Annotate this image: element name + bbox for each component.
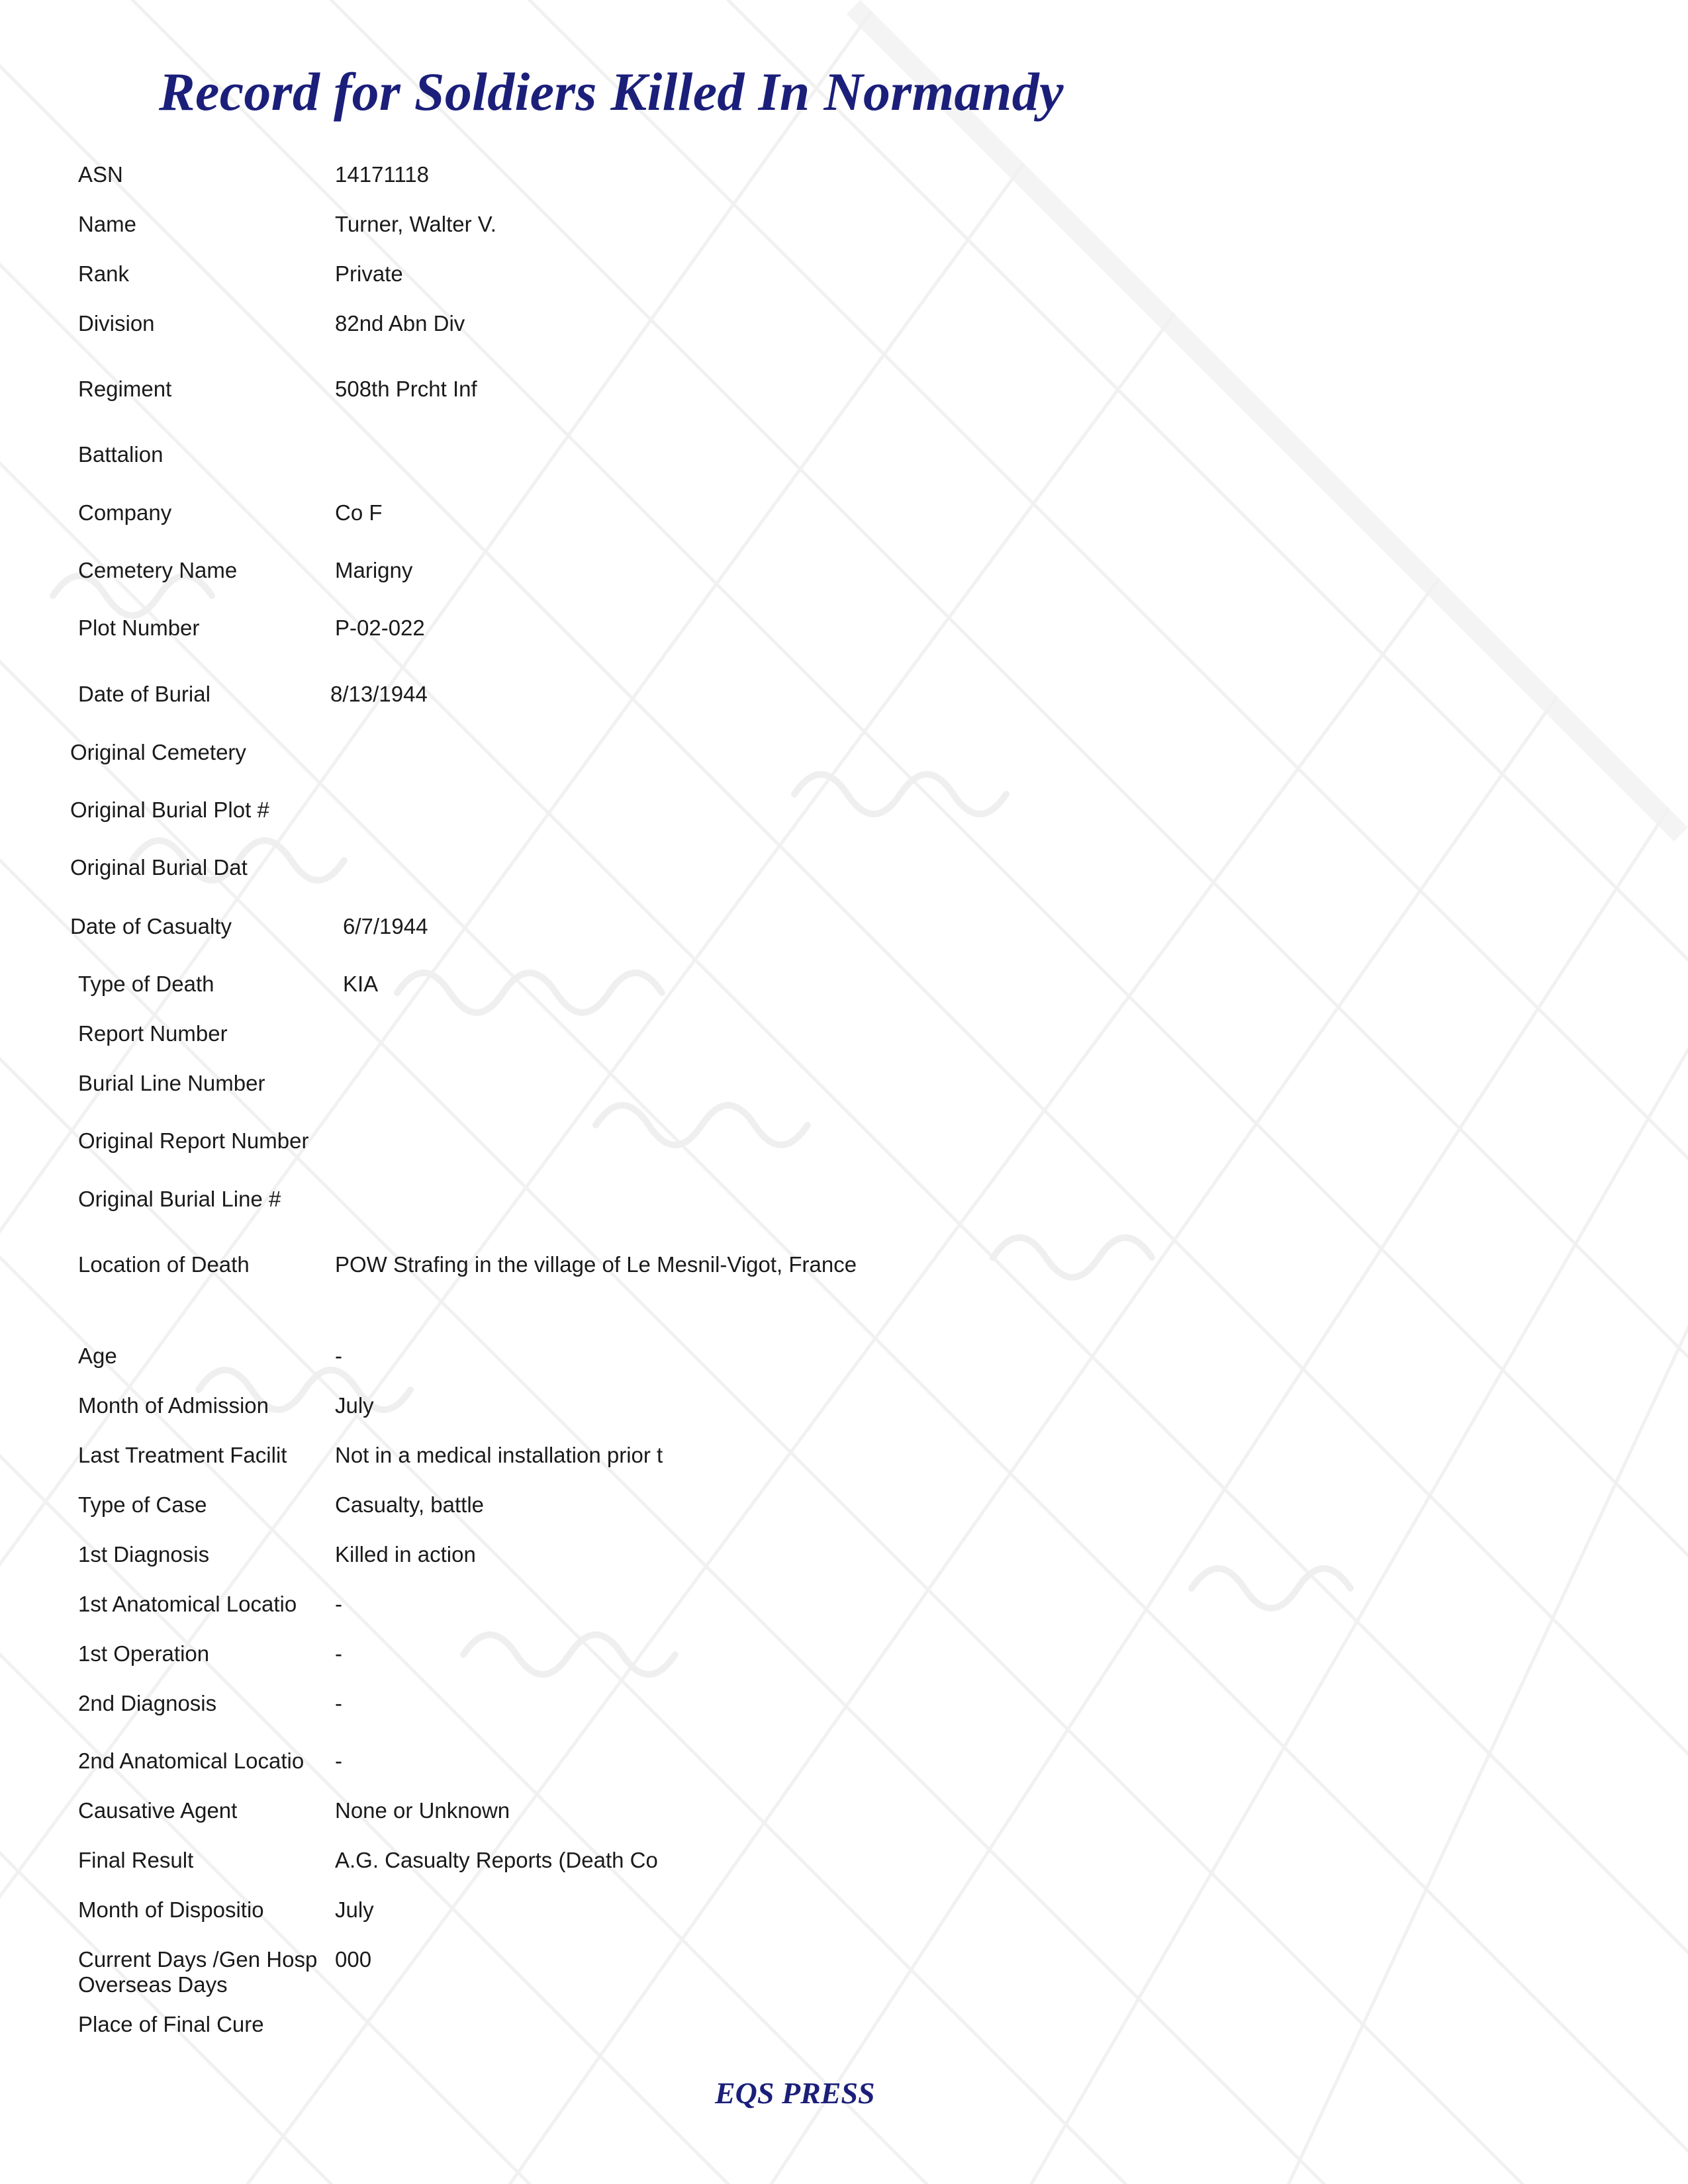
field-label-burial-line-number: Burial Line Number — [78, 1071, 265, 1095]
field-label-2nd-diagnosis: 2nd Diagnosis — [78, 1691, 217, 1715]
field-value-company: Co F — [335, 500, 383, 525]
field-label-battalion: Battalion — [78, 442, 164, 467]
field-label-cemetery-name: Cemetery Name — [78, 558, 238, 582]
field-value-date-of-casualty: 6/7/1944 — [343, 914, 428, 938]
field-value-last-treatment-facility: Not in a medical installation prior t — [335, 1443, 663, 1467]
field-value-rank: Private — [335, 261, 403, 286]
field-label-final-result: Final Result — [78, 1848, 194, 1872]
field-label-rank: Rank — [78, 261, 130, 286]
field-value-name: Turner, Walter V. — [335, 212, 496, 236]
field-label-original-burial-date: Original Burial Dat — [70, 855, 248, 880]
field-label-name: Name — [78, 212, 137, 236]
field-label-1st-diagnosis: 1st Diagnosis — [78, 1542, 210, 1567]
field-label-original-report-number: Original Report Number — [78, 1128, 309, 1153]
field-label-date-of-burial: Date of Burial — [78, 682, 211, 706]
field-value-month-of-admission: July — [335, 1393, 374, 1418]
field-value-final-result: A.G. Casualty Reports (Death Co — [335, 1848, 658, 1872]
field-value-month-of-disposition: July — [335, 1897, 374, 1922]
field-value-type-of-death: KIA — [343, 972, 379, 996]
field-label-original-burial-plot: Original Burial Plot # — [70, 797, 269, 822]
field-label-original-burial-line: Original Burial Line # — [78, 1187, 281, 1211]
field-value-regiment: 508th Prcht Inf — [335, 377, 477, 401]
field-value-asn: 14171118 — [335, 162, 429, 187]
field-value-2nd-anatomical-location: - — [335, 1749, 342, 1773]
field-label-regiment: Regiment — [78, 377, 172, 401]
field-value-division: 82nd Abn Div — [335, 311, 465, 336]
field-label-company: Company — [78, 500, 172, 525]
field-value-1st-operation: - — [335, 1641, 342, 1666]
field-label-plot-number: Plot Number — [78, 615, 200, 640]
field-label-1st-anatomical-location: 1st Anatomical Locatio — [78, 1592, 297, 1616]
field-label-current-days-gen-hosp: Current Days /Gen Hosp — [78, 1947, 318, 1972]
field-value-2nd-diagnosis: - — [335, 1691, 342, 1715]
field-label-asn: ASN — [78, 162, 123, 187]
field-label-place-of-final-cure: Place of Final Cure — [78, 2012, 264, 2036]
field-value-plot-number: P-02-022 — [335, 615, 425, 640]
field-label-division: Division — [78, 311, 155, 336]
field-label-overseas-days: Overseas Days — [78, 1972, 228, 1997]
field-label-original-cemetery: Original Cemetery — [70, 740, 246, 764]
field-label-report-number: Report Number — [78, 1021, 228, 1046]
field-label-1st-operation: 1st Operation — [78, 1641, 210, 1666]
field-label-causative-agent: Causative Agent — [78, 1798, 238, 1823]
field-value-type-of-case: Casualty, battle — [335, 1492, 485, 1517]
publisher-footer: EQS PRESS — [715, 2076, 875, 2110]
field-value-location-of-death: POW Strafing in the village of Le Mesnil-Vigot, France — [335, 1252, 857, 1277]
field-label-date-of-casualty: Date of Casualty — [70, 914, 232, 938]
field-value-age: - — [335, 1343, 342, 1368]
field-label-location-of-death: Location of Death — [78, 1252, 250, 1277]
field-label-type-of-death: Type of Death — [78, 972, 214, 996]
page-title: Record for Soldiers Killed In Normandy — [159, 62, 1064, 122]
field-value-causative-agent: None or Unknown — [335, 1798, 510, 1823]
field-label-month-of-disposition: Month of Dispositio — [78, 1897, 264, 1922]
field-value-cemetery-name: Marigny — [335, 558, 413, 582]
field-value-current-days-gen-hosp: 000 — [335, 1947, 372, 1972]
field-label-last-treatment-facility: Last Treatment Facilit — [78, 1443, 287, 1467]
field-value-1st-anatomical-location: - — [335, 1592, 342, 1616]
field-label-month-of-admission: Month of Admission — [78, 1393, 269, 1418]
field-label-age: Age — [78, 1343, 117, 1368]
field-value-date-of-burial: 8/13/1944 — [330, 682, 428, 706]
field-value-1st-diagnosis: Killed in action — [335, 1542, 476, 1567]
field-label-2nd-anatomical-location: 2nd Anatomical Locatio — [78, 1749, 305, 1773]
field-label-type-of-case: Type of Case — [78, 1492, 207, 1517]
